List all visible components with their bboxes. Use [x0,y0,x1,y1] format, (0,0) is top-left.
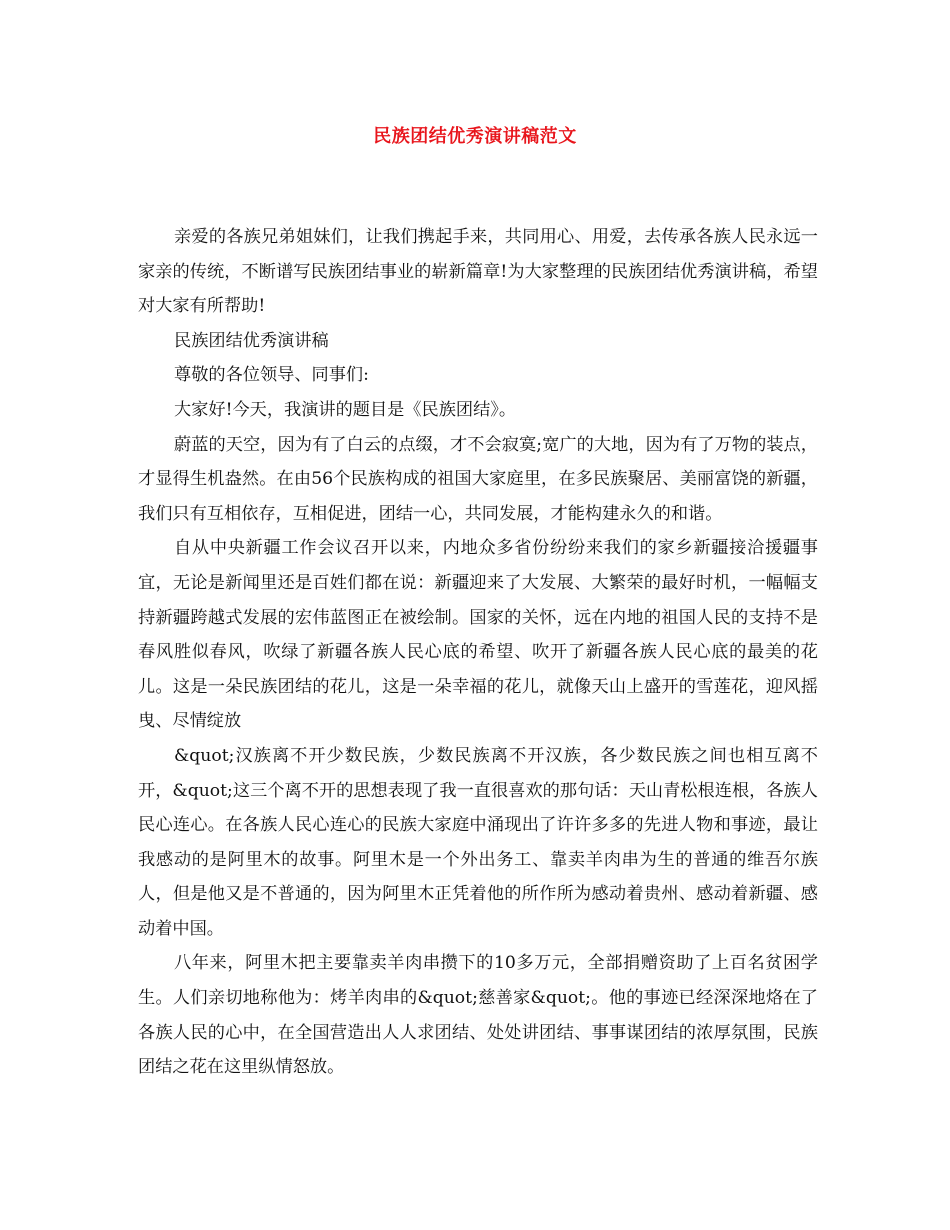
paragraph-xinjiang-support: 自从中央新疆工作会议召开以来，内地众多省份纷纷来我们的家乡新疆接洽援疆事宜，无论是新闻里还是百姓们都在说：新疆迎来了大发展、大繁荣的最好时机，一幅幅支持新疆跨越式发展的宏伟蓝图正在被绘制。国家的关怀，远在内地的祖国人民的支持不是 春风胜似春风，吹绿了新疆各族人民心底的希望、吹开了新疆各族人民心底的最美的花儿。这是一朵民族团结的花儿，这是一朵幸福的花儿，就像天山上盛开的雪莲花，迎风摇曳、尽情绽放 [138,538,818,732]
document-title: 民族团结优秀演讲稿范文 [373,126,577,147]
paragraph-greeting: 大家好!今天，我演讲的题目是《民族团结》。 [174,399,517,420]
paragraph-three-inseparables: &quot;汉族离不开少数民族，少数民族离不开汉族，各少数民族之间也相互离不开，&quot;这三个离不开的思想表现了我一直很喜欢的那句话：天山青松根连根，各族人民心连心。在各族人民心连心的民族大家庭中涌现出了许许多多的先进人物和事迹，最让我感动的是阿里木的故事。阿里木是一个外出务工、靠卖羊肉串为生的普通的维吾尔族人，但是他又是不普通的，因为阿里木正凭着他的所作所为感动着贵州、感动着新疆、感动着中国。 [138,745,818,939]
paragraph-salutation: 尊敬的各位领导、同事们: [174,365,369,386]
paragraph-intro: 亲爱的各族兄弟姐妹们，让我们携起手来，共同用心、用爱，去传承各族人民永远一家亲的传统，不断谱写民族团结事业的崭新篇章!为大家整理的民族团结优秀演讲稿，希望对大家有所帮助! [138,227,818,317]
document-body [138,220,818,1085]
paragraph-sky: 蔚蓝的天空，因为有了白云的点缀，才不会寂寞;宽广的大地，因为有了万物的装点，才显得生机盎然。在由56个民族构成的祖国大家庭里，在多民族聚居、美丽富饶的新疆，我们只有互相依存，互相促进，团结一心，共同发展，才能构建永久的和谐。 [138,434,818,524]
paragraph-alimu: 八年来，阿里木把主要靠卖羊肉串攒下的10多万元，全部捐赠资助了上百名贫困学生。人们亲切地称他为：烤羊肉串的&quot;慈善家&quot;。他的事迹已经深深地烙在了各族人民的心中，在全国营造出人人求团结、处处讲团结、事事谋团结的浓厚氛围，民族团结之花在这里纵情怒放。 [138,953,818,1078]
paragraph-subtitle: 民族团结优秀演讲稿 [174,330,329,351]
